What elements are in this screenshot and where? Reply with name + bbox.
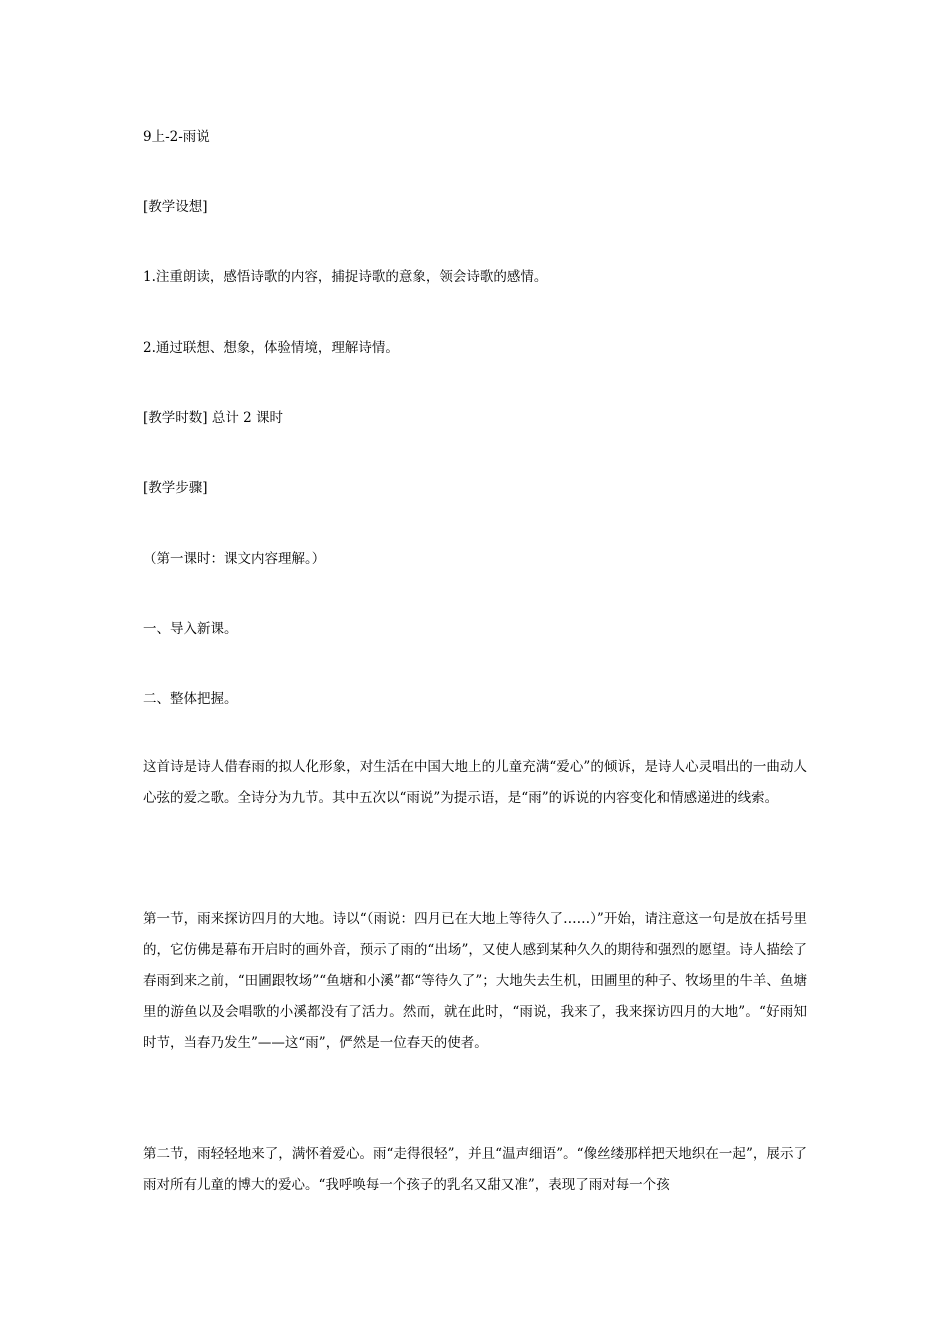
step-1-intro: 一、导入新课。 xyxy=(143,621,238,637)
heading-teaching-design: [教学设想] xyxy=(143,199,208,215)
document-title: 9上-2-雨说 xyxy=(143,129,210,145)
design-point-1: 1.注重朗读，感悟诗歌的内容，捕捉诗歌的意象，领会诗歌的感情。 xyxy=(143,269,548,285)
design-point-2: 2.通过联想、想象，体验情境，理解诗情。 xyxy=(143,340,399,356)
paragraph-section-1: 第一节，雨来探访四月的大地。诗以“（雨说：四月已在大地上等待久了……）”开始，请注意这一句是放在括号里的，它仿佛是幕布开启时的画外音，预示了雨的“出场”，又使人感到某种久久的期待和强烈的愿望。诗人描绘了春雨到来之前，“田圃跟牧场”“鱼塘和小溪”都“等待久了”；大地失去生机，田圃里的种子、牧场里的牛羊、鱼塘里的游鱼以及会唱歌的小溪都没有了活力。然而，就在此时，“雨说，我来了，我来探访四月的大地”。“好雨知时节，当春乃发生”——这“雨”，俨然是一位春天的使者。 xyxy=(143,911,807,1051)
step-2-overview: 二、整体把握。 xyxy=(143,691,238,707)
teaching-hours: [教学时数] 总计 2 课时 xyxy=(143,410,283,426)
heading-teaching-steps: [教学步骤] xyxy=(143,480,208,496)
paragraph-overview: 这首诗是诗人借春雨的拟人化形象，对生活在中国大地上的儿童充满“爱心”的倾诉，是诗人心灵唱出的一曲动人心弦的爱之歌。全诗分为九节。其中五次以“雨说”为提示语，是“雨”的诉说的内容变化和情感递进的线索。 xyxy=(143,759,807,806)
paragraph-section-2: 第二节，雨轻轻地来了，满怀着爱心。雨“走得很轻”，并且“温声细语”。“像丝缕那样把天地织在一起”，展示了雨对所有儿童的博大的爱心。“我呼唤每一个孩子的乳名又甜又准”，表现了雨对每一个孩 xyxy=(143,1146,807,1193)
lesson-one-label: （第一课时：课文内容理解。） xyxy=(143,551,326,567)
